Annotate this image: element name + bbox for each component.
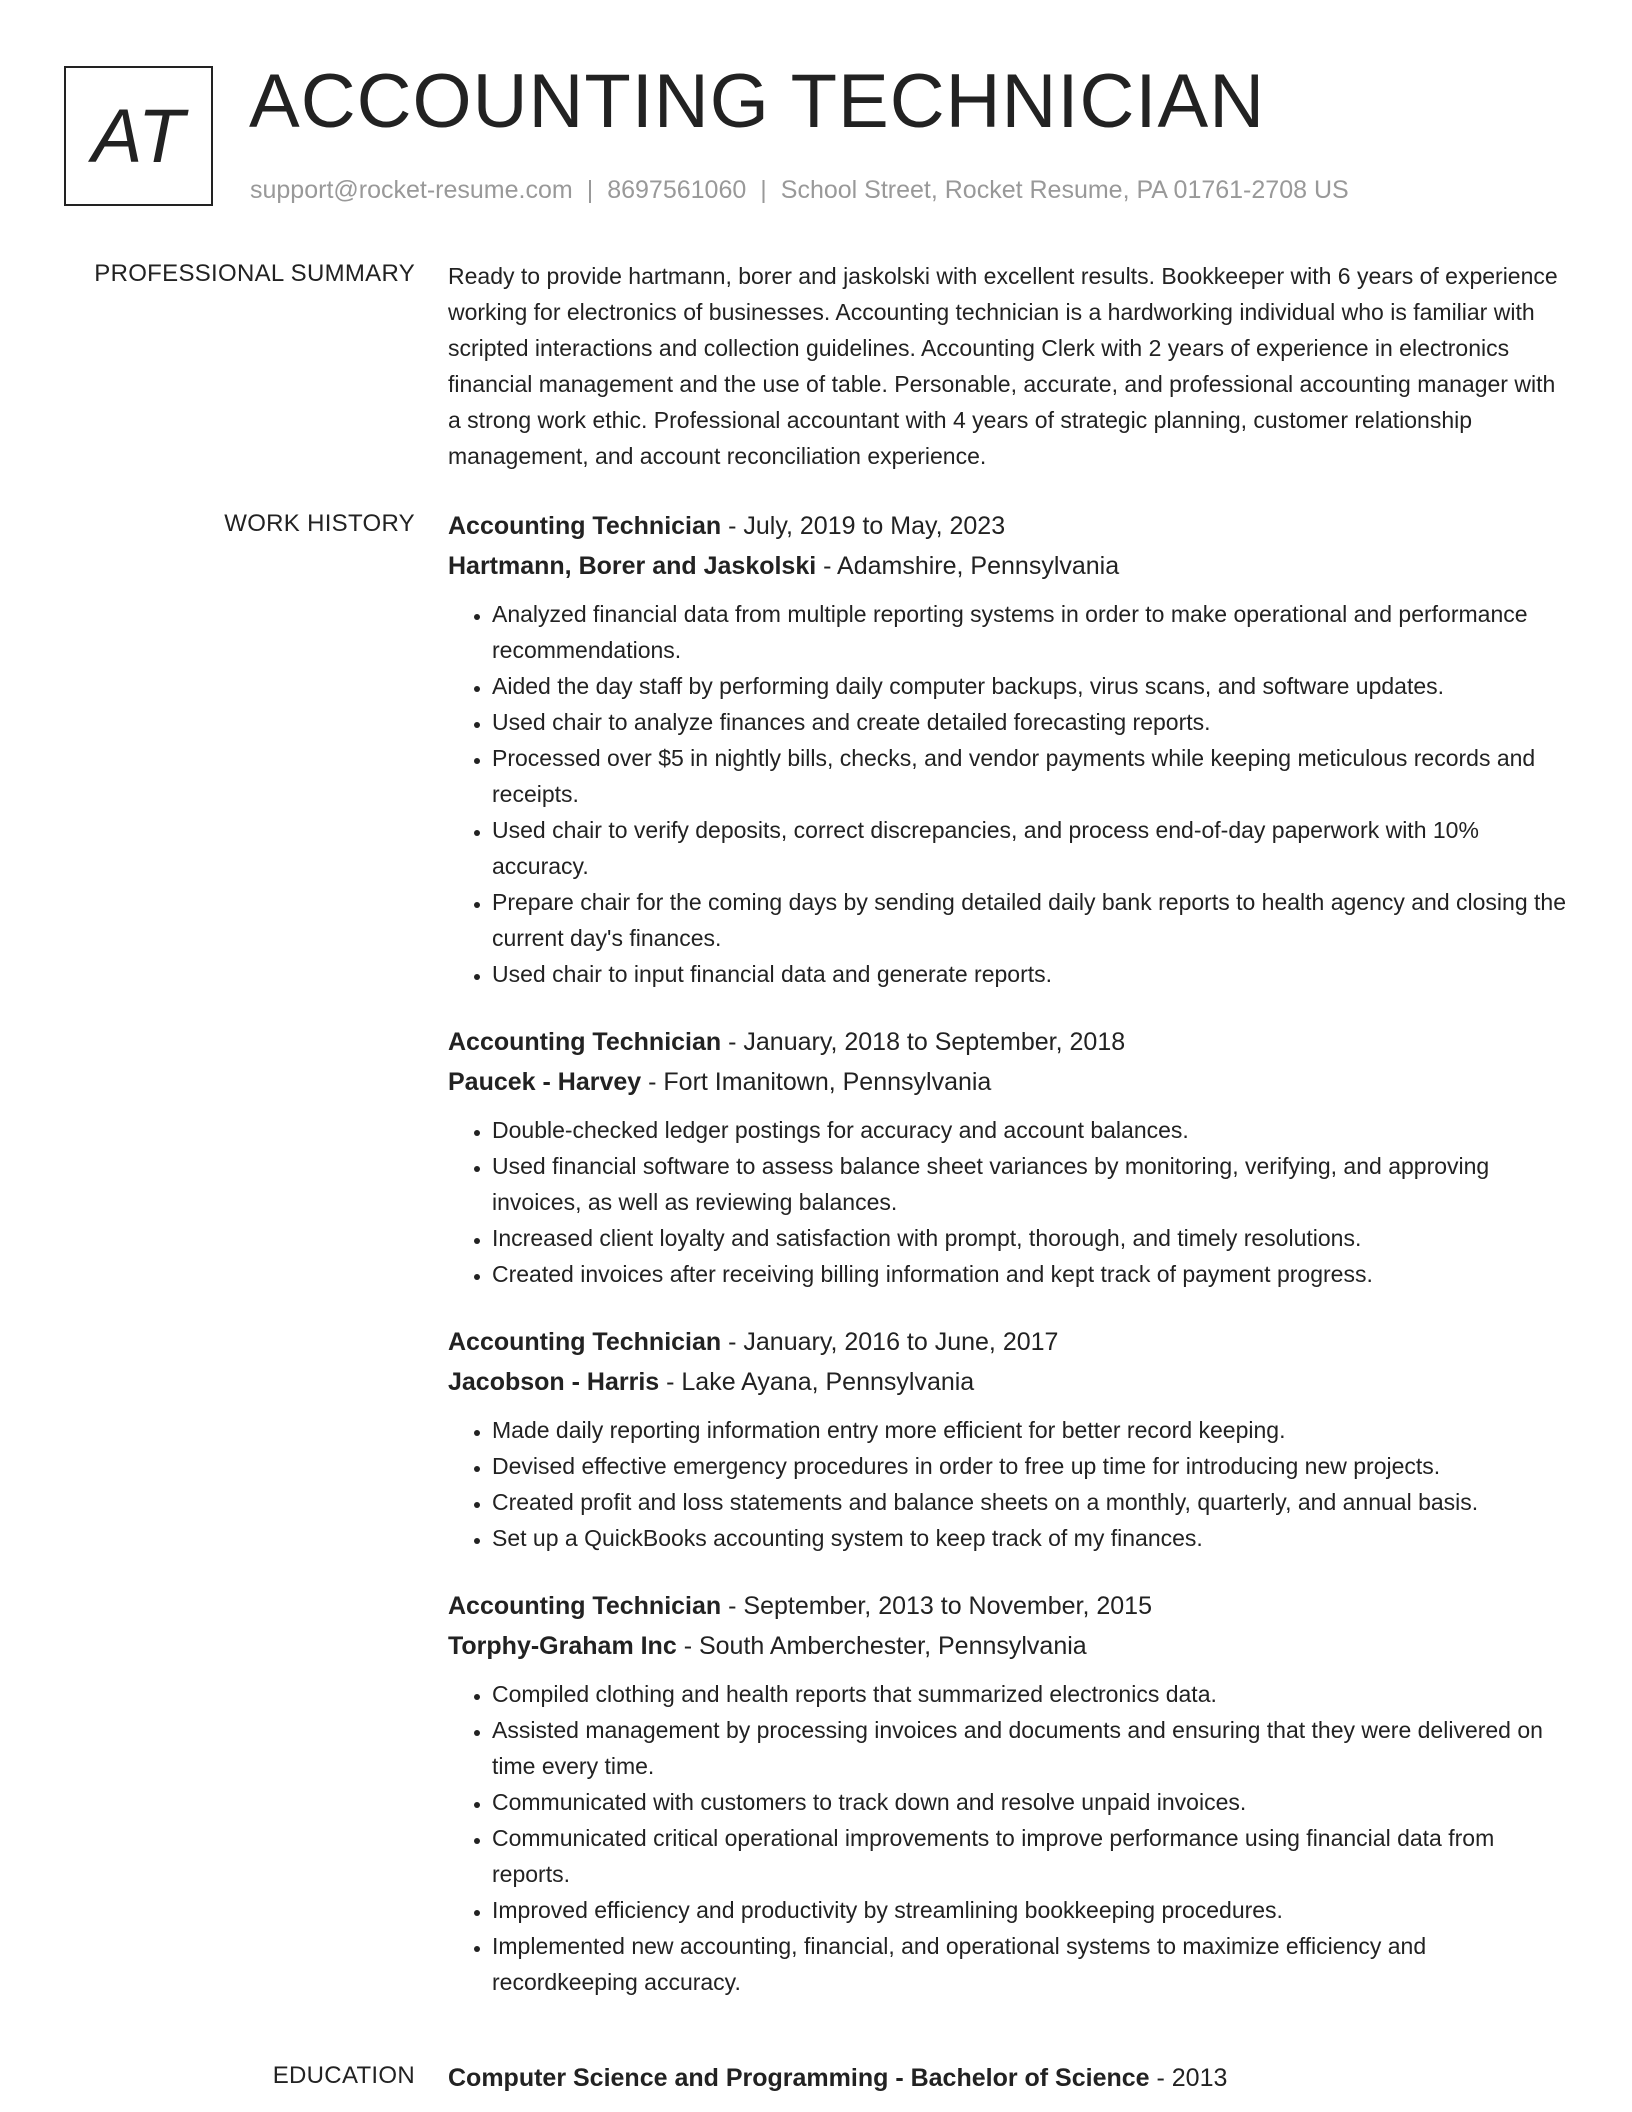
- job-title-line: [448, 1022, 1568, 1062]
- job-bullet: • Used financial software to assess balance sheet variances by monitoring, verifying, and approving invoices, as well as reviewing balances.: [492, 1148, 1568, 1220]
- contact-line: [250, 172, 1349, 208]
- work-history-body: [448, 506, 1568, 2030]
- contact-separator: |: [586, 176, 594, 204]
- job-bullet: • Double-checked ledger postings for accuracy and account balances.: [492, 1112, 1568, 1148]
- job-location: - South Amberchester, Pennsylvania: [676, 1632, 1087, 1660]
- job-location: - Fort Imanitown, Pennsylvania: [641, 1068, 992, 1096]
- job-bullet: • Prepare chair for the coming days by sending detailed daily bank reports to health agency and closing the current day's finances.: [492, 884, 1568, 956]
- job-bullet: • Compiled clothing and health reports that summarized electronics data.: [492, 1676, 1568, 1712]
- education-body: [448, 2058, 1568, 2098]
- contact-separator: |: [760, 176, 767, 204]
- job-entry: [448, 506, 1568, 992]
- resume-name: ACCOUNTING TECHNICIAN: [249, 59, 1266, 144]
- monogram-initials: AT: [91, 93, 186, 179]
- job-title-line: [448, 1322, 1568, 1362]
- job-bullet: • Used chair to analyze finances and create detailed forecasting reports.: [492, 704, 1568, 740]
- job-company: Torphy-Graham Inc: [448, 1632, 677, 1660]
- job-title-line: [448, 1586, 1568, 1626]
- job-bullet: • Set up a QuickBooks accounting system to keep track of my finances.: [492, 1520, 1568, 1556]
- job-bullet: • Made daily reporting information entry more efficient for better record keeping.: [492, 1412, 1568, 1448]
- job-title: Accounting Technician: [448, 512, 722, 540]
- job-title-line: [448, 506, 1568, 546]
- job-location: - Lake Ayana, Pennsylvania: [659, 1368, 975, 1396]
- contact-email[interactable]: support@rocket-resume.com: [250, 176, 573, 204]
- job-bullet: • Assisted management by processing invoices and documents and ensuring that they were delivered on time every time.: [492, 1712, 1568, 1784]
- job-title: Accounting Technician: [448, 1328, 722, 1356]
- job-company: Jacobson - Harris: [448, 1368, 660, 1396]
- job-bullet-list: [448, 1412, 1568, 1556]
- contact-address: School Street, Rocket Resume, PA 01761-2708 US: [780, 176, 1349, 204]
- job-company-line: [448, 1062, 1568, 1102]
- job-company-line: [448, 1626, 1568, 1666]
- job-bullet: • Improved efficiency and productivity by streamlining bookkeeping procedures.: [492, 1892, 1568, 1928]
- job-bullet: • Devised effective emergency procedures in order to free up time for introducing new projects.: [492, 1448, 1568, 1484]
- job-company-line: [448, 1362, 1568, 1402]
- job-bullet: • Analyzed financial data from multiple reporting systems in order to make operational and performance recommendations.: [492, 596, 1568, 668]
- job-bullet: • Communicated with customers to track down and resolve unpaid invoices.: [492, 1784, 1568, 1820]
- job-dates: - July, 2019 to May, 2023: [721, 512, 1006, 540]
- job-bullet: • Used chair to verify deposits, correct discrepancies, and process end-of-day paperwork with 10% accuracy.: [492, 812, 1568, 884]
- summary-text: Ready to provide hartmann, borer and jaskolski with excellent results. Bookkeeper with 6 years of experience working for electronics of businesses. Accounting technician is a hardworking individual who is familiar with scripted interactions and collection guidelines. Accounting Clerk with 2 years of experience in electronics financial management and the use of table. Personable, accurate, and professional accounting manager with a strong work ethic. Professional accountant with 4 years of strategic planning, customer relationship management, and account reconciliation experience.: [448, 263, 1558, 469]
- job-bullet: • Implemented new accounting, financial, and operational systems to maximize efficiency and recordkeeping accuracy.: [492, 1928, 1568, 2000]
- education-heading: EDUCATION: [272, 2062, 415, 2089]
- job-bullet: • Created profit and loss statements and balance sheets on a monthly, quarterly, and annual basis.: [492, 1484, 1568, 1520]
- job-title: Accounting Technician: [448, 1028, 722, 1056]
- job-entry: [448, 1322, 1568, 1556]
- education-year: - 2013: [1149, 2064, 1228, 2092]
- education-degree: Computer Science and Programming - Bachelor of Science: [448, 2064, 1150, 2092]
- monogram-box: [64, 66, 213, 206]
- job-dates: - September, 2013 to November, 2015: [721, 1592, 1152, 1620]
- job-bullet-list: [448, 596, 1568, 992]
- job-bullet-list: [448, 1676, 1568, 2000]
- job-bullet: • Increased client loyalty and satisfaction with prompt, thorough, and timely resolutions.: [492, 1220, 1568, 1256]
- job-entry: [448, 1022, 1568, 1292]
- contact-phone[interactable]: 8697561060: [607, 176, 747, 204]
- job-entry: [448, 1586, 1568, 2000]
- summary-body: [448, 258, 1568, 474]
- job-bullet-list: [448, 1112, 1568, 1292]
- job-dates: - January, 2016 to June, 2017: [721, 1328, 1059, 1356]
- education-entry: [448, 2058, 1568, 2098]
- job-company: Hartmann, Borer and Jaskolski: [448, 552, 817, 580]
- job-bullet: • Communicated critical operational improvements to improve performance using financial data from reports.: [492, 1820, 1568, 1892]
- job-dates: - January, 2018 to September, 2018: [721, 1028, 1126, 1056]
- job-bullet: • Created invoices after receiving billing information and kept track of payment progress.: [492, 1256, 1568, 1292]
- job-company: Paucek - Harvey: [448, 1068, 642, 1096]
- summary-heading: PROFESSIONAL SUMMARY: [94, 260, 415, 287]
- job-location: - Adamshire, Pennsylvania: [816, 552, 1120, 580]
- job-bullet: • Used chair to input financial data and generate reports.: [492, 956, 1568, 992]
- job-bullet: • Processed over $5 in nightly bills, checks, and vendor payments while keeping meticulous records and receipts.: [492, 740, 1568, 812]
- job-title: Accounting Technician: [448, 1592, 722, 1620]
- job-bullet: • Aided the day staff by performing daily computer backups, virus scans, and software updates.: [492, 668, 1568, 704]
- work-history-heading: WORK HISTORY: [224, 510, 415, 537]
- job-company-line: [448, 546, 1568, 586]
